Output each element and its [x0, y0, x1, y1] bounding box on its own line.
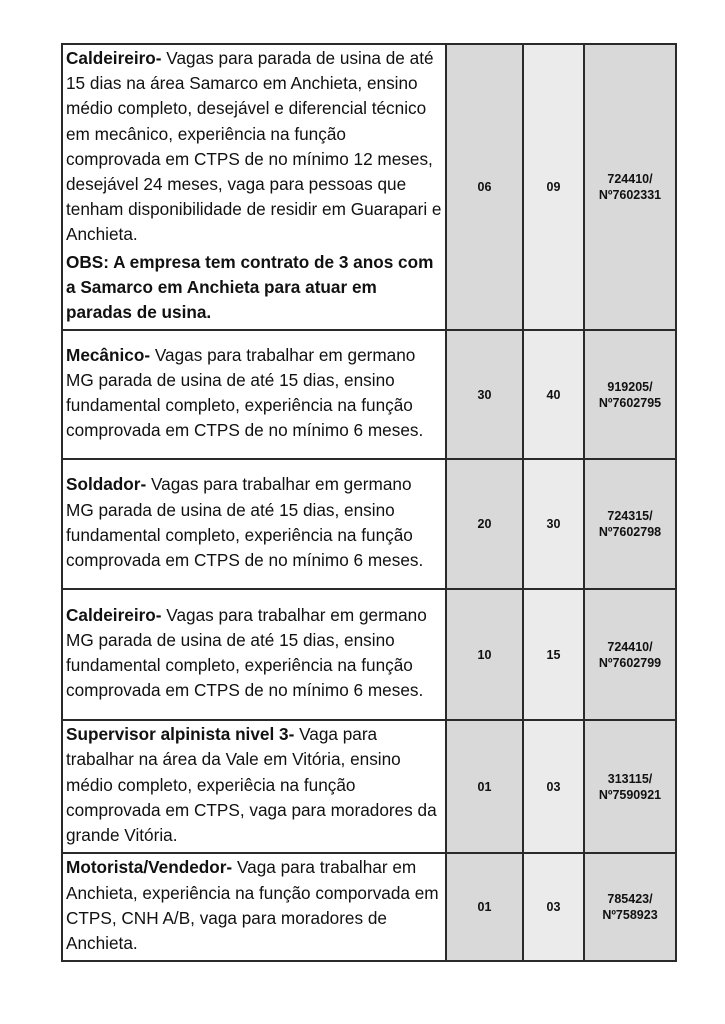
cbo-code: 724410/	[607, 639, 653, 654]
job-title: Mecânico-	[66, 344, 151, 365]
job-description-cell	[62, 720, 446, 853]
candidates-count: 03	[523, 720, 584, 853]
table-row	[62, 853, 676, 961]
candidates-count: 09	[523, 44, 584, 330]
job-description: Vaga para trabalhar na área da Vale em Vitória, ensino médio completo, experiêcia na função comprovada em CTPS, vaga para moradores da grande Vitória.	[66, 724, 437, 846]
job-description: Vaga para trabalhar em Anchieta, experiência na função comporvada em CTPS, CNH A/B, vaga para moradores de Anchieta.	[66, 857, 439, 953]
job-vacancies-table	[61, 43, 677, 962]
job-description-cell	[62, 330, 446, 459]
job-number: Nº7602798	[598, 525, 662, 540]
table-row	[62, 459, 676, 589]
vacancies-count: 30	[446, 330, 523, 459]
job-description-cell	[62, 589, 446, 720]
job-title: Motorista/Vendedor-	[66, 857, 233, 878]
job-number: Nº7590921	[598, 787, 662, 802]
cbo-code: 313115/	[607, 771, 653, 786]
job-number: Nº758923	[602, 908, 658, 923]
candidates-count: 03	[523, 853, 584, 961]
vacancies-count: 10	[446, 589, 523, 720]
job-code-cell	[584, 853, 676, 961]
table-row	[62, 330, 676, 459]
job-number: Nº7602799	[598, 655, 662, 670]
candidates-count: 15	[523, 589, 584, 720]
cbo-code: 724410/	[607, 172, 653, 187]
job-description: Vagas para trabalhar em germano MG parada de usina de até 15 dias, ensino fundamental completo, experiência na função comprovada em CTPS de no mínimo 6 meses.	[66, 474, 424, 570]
job-title: Caldeireiro-	[66, 48, 162, 68]
job-description: Vagas para parada de usina de até 15 dias na área Samarco em Anchieta, ensino médio completo, desejável e diferencial técnico em mecânico, experiência na função comprovada em CTPS de no mínimo 12 meses, desejável 24 meses, vaga para pessoas que tenham disponibilidade de residir em Guarapari e Anchieta.	[66, 48, 442, 245]
job-description-cell	[62, 459, 446, 589]
candidates-count: 40	[523, 330, 584, 459]
cbo-code: 724315/	[607, 509, 653, 524]
table-row	[62, 589, 676, 720]
job-title: Caldeireiro-	[66, 604, 162, 625]
job-observation: OBS: A empresa tem contrato de 3 anos com a Samarco em Anchieta para atuar em paradas de usina.	[66, 251, 434, 323]
job-number: Nº7602795	[598, 395, 662, 410]
job-description-cell	[62, 853, 446, 961]
table-row	[62, 44, 676, 330]
job-description-cell	[62, 44, 446, 330]
cbo-code: 785423/	[607, 892, 653, 907]
vacancies-count: 06	[446, 44, 523, 330]
job-number: Nº7602331	[598, 188, 662, 203]
job-title: Supervisor alpinista nivel 3-	[66, 724, 295, 745]
table-row	[62, 720, 676, 853]
job-description: Vagas para trabalhar em germano MG parada de usina de até 15 dias, ensino fundamental completo, experiência na função comprovada em CTPS de no mínimo 6 meses.	[66, 344, 424, 441]
vacancies-count: 01	[446, 853, 523, 961]
job-code-cell	[584, 459, 676, 589]
cbo-code: 919205/	[607, 379, 653, 394]
job-code-cell	[584, 44, 676, 330]
candidates-count: 30	[523, 459, 584, 589]
job-code-cell	[584, 720, 676, 853]
vacancies-count: 01	[446, 720, 523, 853]
job-code-cell	[584, 589, 676, 720]
job-title: Soldador-	[66, 474, 147, 495]
job-description: Vagas para trabalhar em germano MG parada de usina de até 15 dias, ensino fundamental completo, experiência na função comprovada em CTPS de no mínimo 6 meses.	[66, 604, 427, 701]
job-code-cell	[584, 330, 676, 459]
vacancies-count: 20	[446, 459, 523, 589]
